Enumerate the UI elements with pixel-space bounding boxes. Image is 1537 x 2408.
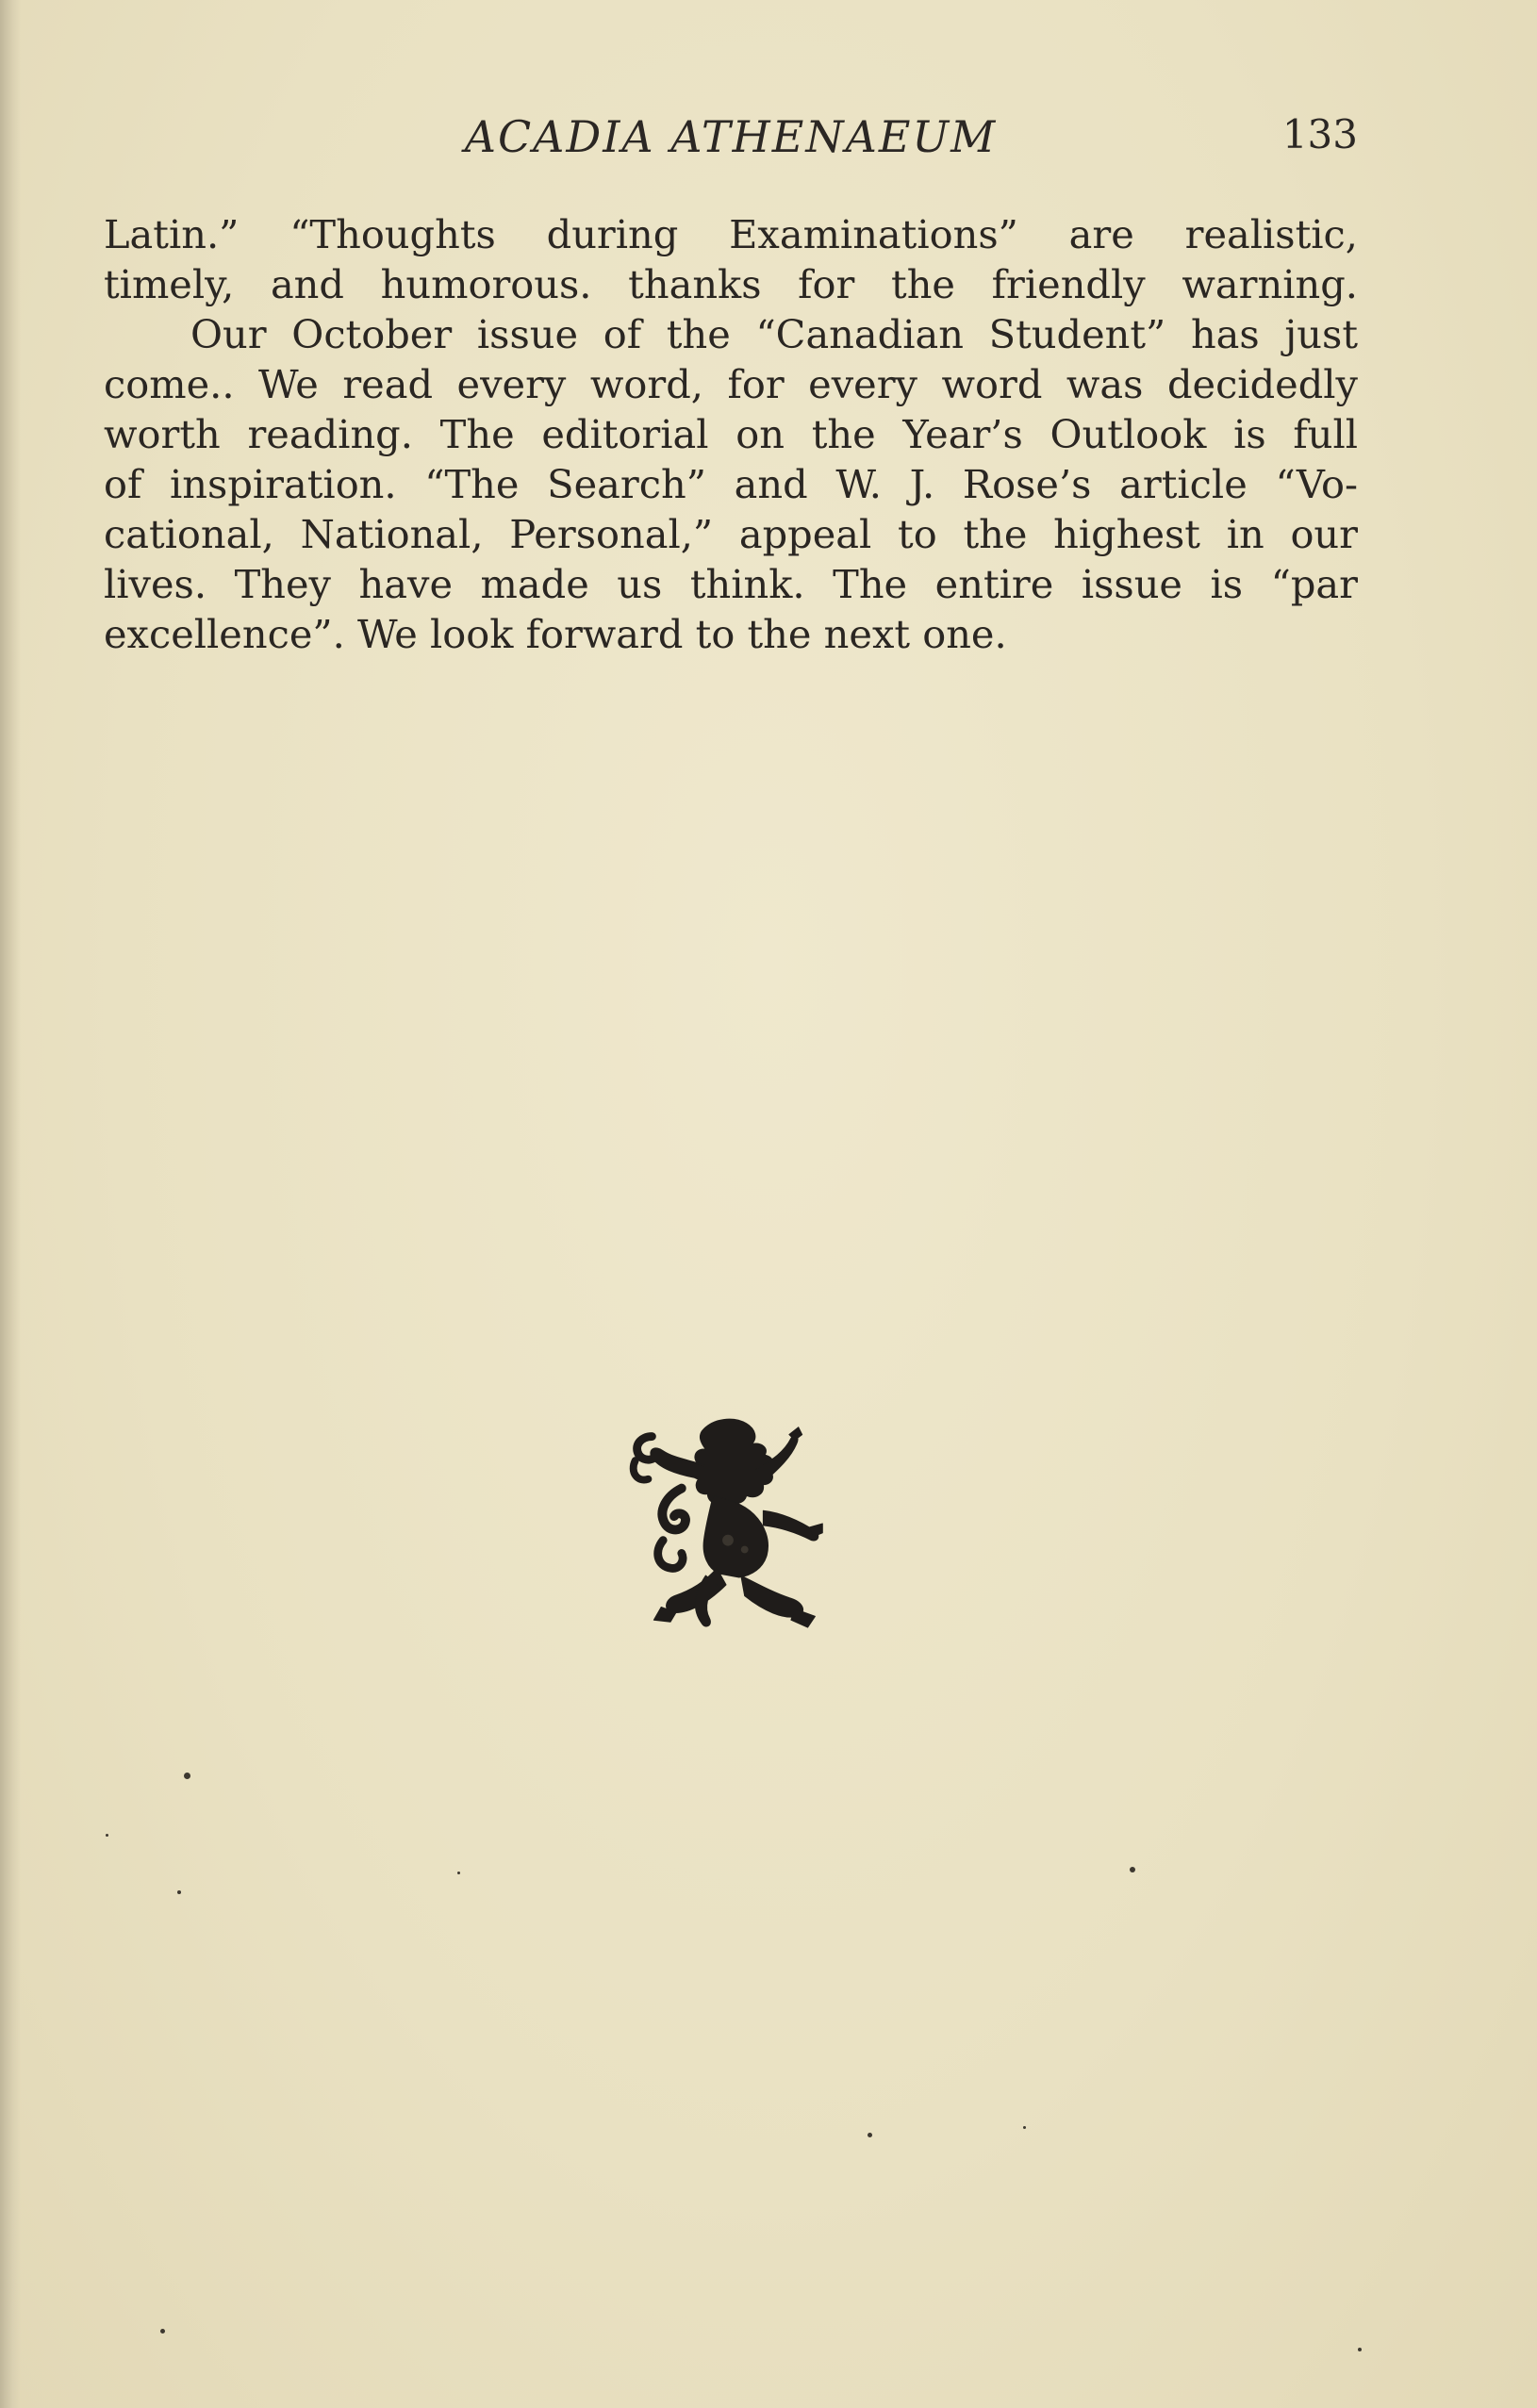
text-line: excellence”. We look forward to the next one.: [104, 611, 1007, 657]
paper-speck: [177, 1890, 181, 1894]
body-text: [104, 209, 1358, 659]
running-head: [104, 111, 1358, 168]
text-line: worth reading. The editorial on the Year’s Outlook is full: [104, 411, 1358, 457]
text-line: Our October issue of the “Canadian Student” has just: [190, 311, 1358, 357]
paper-speck: [106, 1834, 108, 1837]
page-number: 133: [1281, 111, 1358, 157]
paper-speck: [457, 1872, 460, 1874]
paper-speck: [160, 2329, 165, 2334]
rampant-lion-ornament-icon: [617, 1410, 839, 1633]
paper-speck: [1023, 2126, 1026, 2129]
running-title: ACADIA ATHENAEUM: [464, 111, 998, 162]
paper-speck: [184, 1773, 190, 1779]
text-line: cational, National, Personal,” appeal to the highest in our: [104, 511, 1358, 557]
text-line: Latin.” “Thoughts during Examinations” are realistic,: [104, 211, 1358, 257]
text-line: of inspiration. “The Search” and W. J. Rose’s article “Vo-: [104, 461, 1358, 507]
paper-speck: [1130, 1867, 1135, 1872]
text-line: lives. They have made us think. The entire issue is “par: [104, 561, 1358, 607]
paper-speck: [868, 2133, 872, 2137]
paper-speck: [1358, 2348, 1362, 2351]
text-line: come.. We read every word, for every word was decidedly: [104, 361, 1358, 407]
text-line: timely, and humorous. thanks for the friendly warning.: [104, 261, 1358, 307]
